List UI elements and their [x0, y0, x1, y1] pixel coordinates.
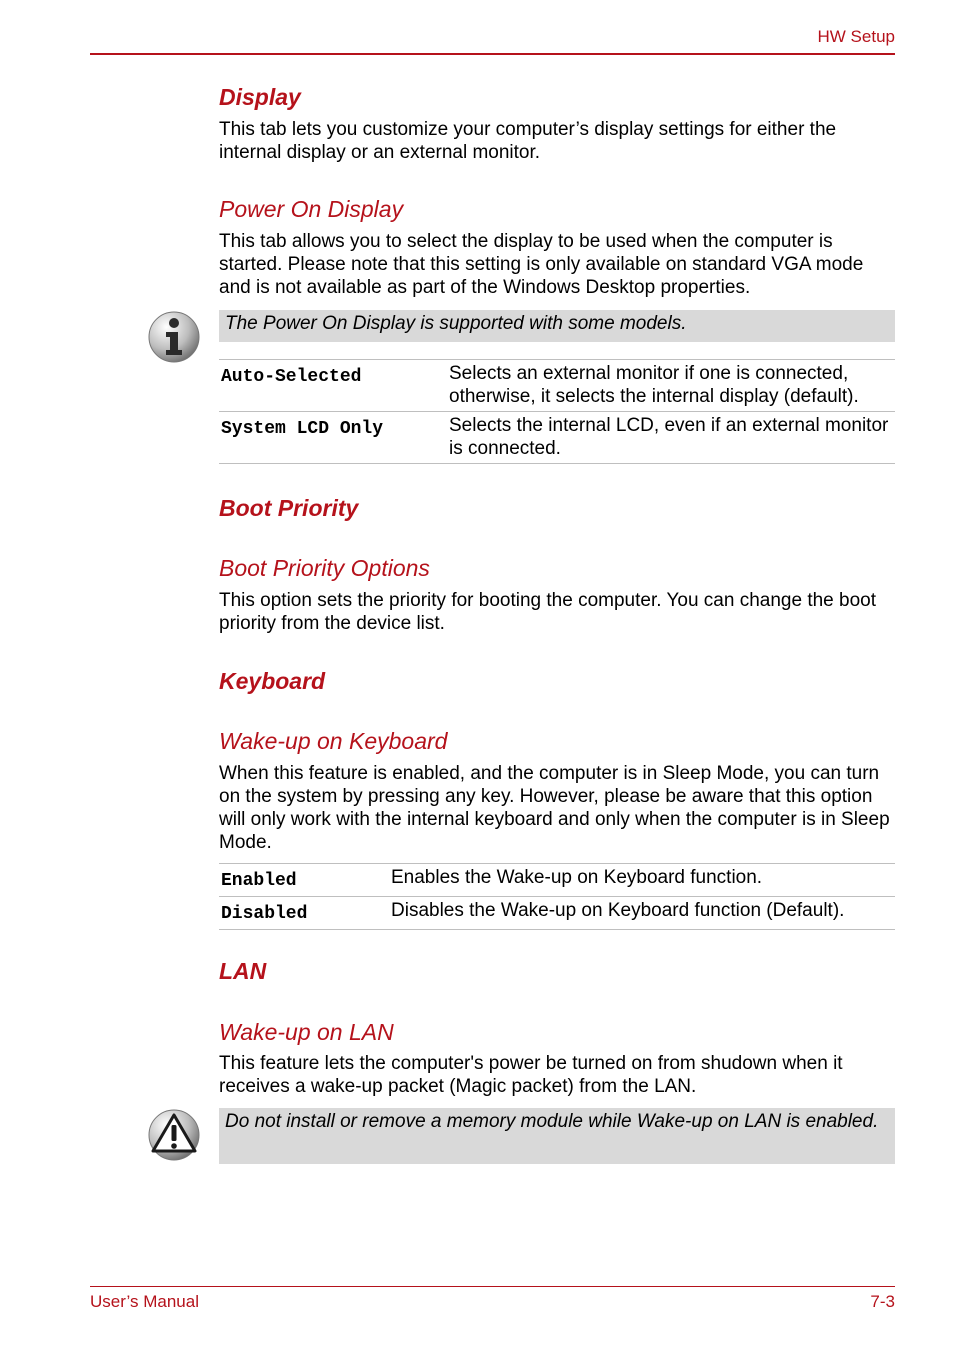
section-title-keyboard: Keyboard [219, 668, 326, 694]
option-description: Selects the internal LCD, even if an external monitor is connected. [449, 415, 889, 459]
table-row [219, 864, 895, 897]
header-rule [90, 53, 895, 55]
table-row [219, 412, 895, 464]
subsection-title-wakeup-keyboard: Wake-up on Keyboard [219, 728, 448, 754]
power-on-display-body: This tab allows you to select the display to be used when the computer is started. Please note that this setting is only available on standard VGA mode and is not available as part of the Windows Desktop properties. [219, 231, 864, 298]
wakeup-lan-body: This feature lets the computer's power be turned on from shudown when it receives a wake-up packet (Magic packet) from the LAN. [219, 1053, 843, 1097]
display-intro: This tab lets you customize your computer’s display settings for either the internal display or an external monitor. [219, 119, 837, 163]
info-note: The Power On Display is supported with some models. [219, 310, 895, 342]
subsection-title-power-on-display: Power On Display [219, 196, 404, 222]
option-description: Disables the Wake-up on Keyboard function (Default). [391, 900, 845, 921]
footer-manual-title: User’s Manual [90, 1292, 199, 1311]
table-row [219, 360, 895, 412]
footer-page-number: 7-3 [870, 1292, 895, 1311]
warning-note: Do not install or remove a memory module while Wake-up on LAN is enabled. [219, 1108, 895, 1164]
section-title-lan: LAN [219, 958, 267, 984]
subsection-title-boot-priority-options: Boot Priority Options [219, 555, 430, 581]
wakeup-keyboard-options-table [219, 863, 895, 930]
option-name: Disabled [221, 904, 308, 924]
table-row [219, 897, 895, 930]
option-name: Enabled [221, 871, 297, 891]
wakeup-keyboard-body: When this feature is enabled, and the computer is in Sleep Mode, you can turn on the system by pressing any key. However, please be aware that this option will only work with the internal keyboard and only when the computer is in Sleep Mode. [219, 763, 890, 853]
power-on-display-options-table [219, 359, 895, 464]
option-description: Selects an external monitor if one is connected, otherwise, it selects the internal display (default). [449, 363, 859, 407]
section-title-display: Display [219, 84, 301, 110]
boot-priority-body: This option sets the priority for booting the computer. You can change the boot priority from the device list. [219, 590, 876, 634]
info-icon [147, 310, 201, 369]
option-name: System LCD Only [221, 419, 384, 439]
subsection-title-wakeup-lan: Wake-up on LAN [219, 1019, 394, 1045]
option-name: Auto-Selected [221, 367, 362, 387]
warning-icon [147, 1108, 201, 1167]
option-description: Enables the Wake-up on Keyboard function. [391, 867, 763, 888]
running-header: HW Setup [817, 27, 895, 46]
section-title-boot-priority: Boot Priority [219, 495, 359, 521]
footer-rule [90, 1286, 895, 1287]
